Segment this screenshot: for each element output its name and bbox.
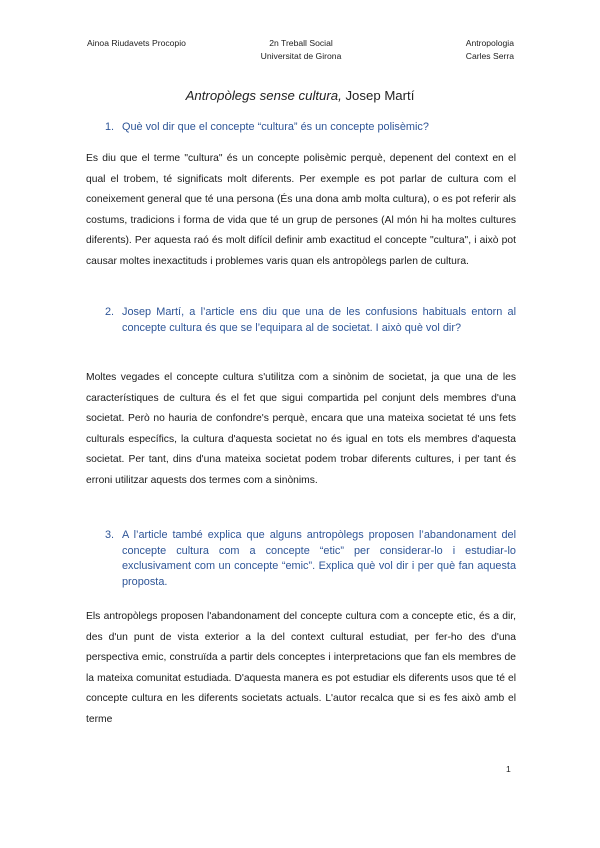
page-number: 1 (506, 764, 511, 774)
title-italic: Antropòlegs sense cultura, (185, 88, 342, 103)
answer-2: Moltes vegades el concepte cultura s'utilitza com a sinònim de societat, ja que una de les característiques de cultura és el fet que sigui compartida pel conjunt dels membres d'una societat. Però no hauria de confondre's perquè, encara que una mateixa societat té uns fets culturals específics, la cultura d'aquesta societat no és igual en tots els membres d'aquesta societat. Per tant, dins d'una mateixa societat podem trobar diferents cultures, i per tant és erroni utilitzar aquests dos termes com a sinònims. (86, 372, 516, 486)
title-author: Josep Martí (341, 88, 415, 103)
question-text: Què vol dir que el concepte “cultura” és un concepte polisèmic? (122, 121, 429, 133)
answer-3: Els antropòlegs proposen l'abandonament del concepte cultura com a concepte etic, és a dir, des d'un punt de vista exterior a la del context cultural estudiat, per fer-ho des d'una perspectiva emic, construïda a partir dels conceptes i interpretacions que fan els membres de la mateixa comunitat estudiada. D'aquesta manera es pot estudiar els diferents usos que té el concepte cultura en les diferents societats actuals. L'autor recalca que si es fes això amb el terme (86, 611, 516, 725)
header-author (87, 37, 186, 50)
question-number: 3. (105, 529, 115, 541)
question-text: Josep Martí, a l’article ens diu que una de les confusions habituals entorn al concepte cultura és que se l’equipara al de societat. I això què vol dir? (122, 306, 516, 334)
question-number: 1. (105, 121, 115, 133)
question-number: 2. (105, 306, 115, 318)
question-text: A l’article també explica que alguns antropòlegs proposen l’abandonament del concepte cultura com a concepte “etic” per considerar-lo i estudiar-lo exclusivament com un concepte “emic”. Explica què vol dir i per què fan aquesta proposta. (122, 529, 516, 588)
answer-1: Es diu que el terme "cultura" és un concepte polisèmic perquè, depenent del context en el qual el trobem, té significats molt diferents. Per exemple es pot parlar de cultura com el coneixement general que té una persona (És una dona amb molta cultura), o es pot referir als costums, tradicions i forma de vida que té un grup de persones (Al món hi ha moltes cultures diferents). Per aquesta raó és molt difícil definir amb exactitud el concepte "cultura", i això pot causar moltes inexactituds i problemes varis quan els antropòlegs parlen de cultura. (86, 153, 516, 267)
question-2 (105, 305, 516, 336)
question-3 (105, 528, 516, 590)
header-course (236, 37, 366, 63)
header-teacher: Carles Serra (465, 51, 514, 61)
header-subject-name: Antropologia (465, 38, 514, 48)
header-subject (466, 37, 514, 63)
header-university: Universitat de Girona (260, 51, 342, 61)
page-title (0, 88, 600, 103)
header-course-name: 2n Treball Social (269, 38, 333, 48)
question-1 (105, 120, 516, 136)
header-author-name: Ainoa Riudavets Procopio (87, 38, 186, 48)
